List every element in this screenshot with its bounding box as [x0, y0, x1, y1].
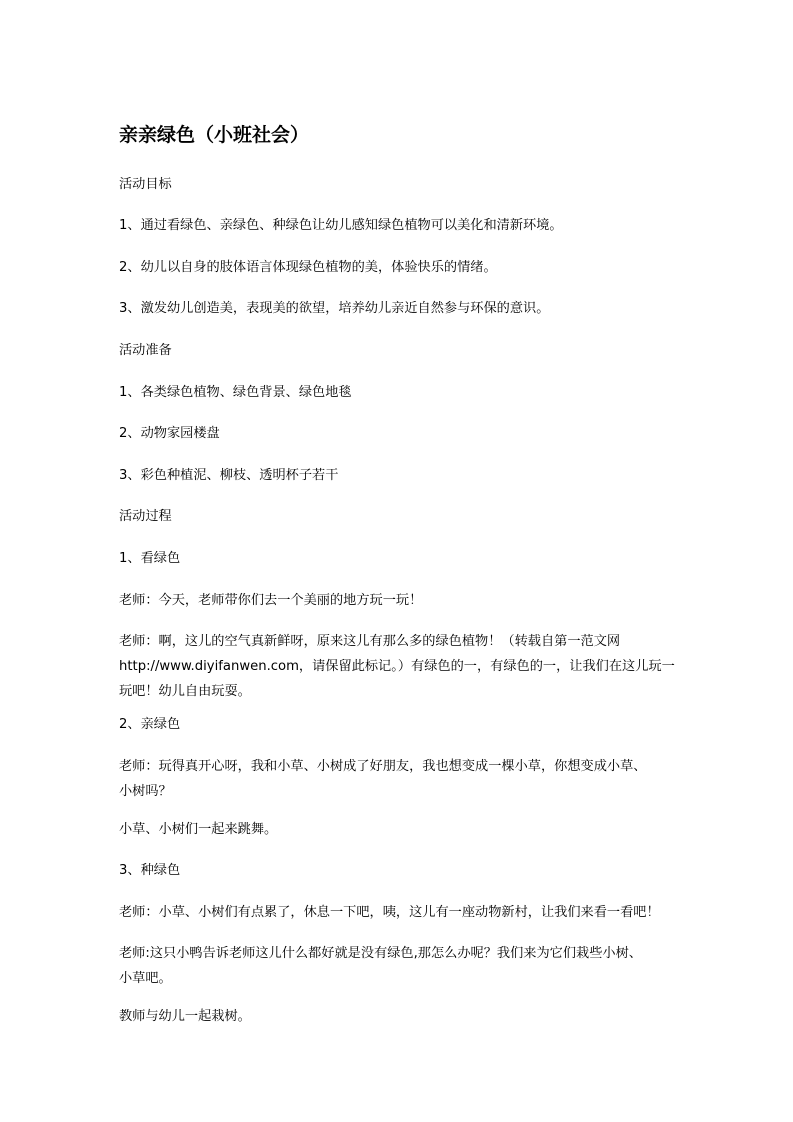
step3-heading: 3、种绿色: [119, 863, 181, 878]
step3-paragraph-1: 老师：小草、小树们有点累了，休息一下吧，咦，这儿有一座动物新村，让我们来看一看吧！: [119, 905, 660, 920]
document-title: 亲亲绿色（小班社会）: [119, 124, 310, 146]
step3-paragraph-2-line-2: 小草吧。: [119, 971, 172, 986]
prep-item-3: 3、彩色种植泥、柳枝、透明杯子若干: [119, 468, 339, 483]
prep-item-2: 2、动物家园楼盘: [119, 426, 220, 441]
step2-paragraph-1: [119, 754, 679, 804]
step1-paragraph-2-line-2: http://www.diyifanwen.com，请保留此标记。）有绿色的一，有绿色的一，让我们在这儿玩一: [119, 659, 675, 674]
step3-paragraph-2-line-1: 老师:这只小鸭告诉老师这儿什么都好就是没有绿色,那怎么办呢？我们来为它们栽些小树、: [119, 946, 642, 961]
step2-paragraph-1-line-2: 小树吗？: [119, 784, 172, 799]
prep-item-1: 1、各类绿色植物、绿色背景、绿色地毯: [119, 385, 352, 400]
process-heading: 活动过程: [119, 509, 172, 524]
step1-heading: 1、看绿色: [119, 551, 181, 566]
goal-item-3: 3、激发幼儿创造美，表现美的欲望，培养幼儿亲近自然参与环保的意识。: [119, 301, 550, 316]
step3-paragraph-3: 教师与幼儿一起栽树。: [119, 1009, 251, 1024]
prep-heading: 活动准备: [119, 343, 172, 358]
step2-paragraph-1-line-1: 老师：玩得真开心呀，我和小草、小树成了好朋友，我也想变成一棵小草，你想变成小草、: [119, 759, 647, 774]
step1-paragraph-2-line-3: 玩吧！幼儿自由玩耍。: [119, 684, 251, 699]
step2-heading: 2、亲绿色: [119, 717, 181, 732]
goal-item-1: 1、通过看绿色、亲绿色、种绿色让幼儿感知绿色植物可以美化和清新环境。: [119, 218, 563, 233]
step1-paragraph-1: 老师：今天，老师带你们去一个美丽的地方玩一玩！: [119, 593, 423, 608]
step1-paragraph-2-line-1: 老师：啊，这儿的空气真新鲜呀，原来这儿有那么多的绿色植物！（转载自第一范文网: [119, 634, 621, 649]
goals-heading: 活动目标: [119, 177, 172, 192]
step2-paragraph-2: 小草、小树们一起来跳舞。: [119, 822, 278, 837]
step3-paragraph-2: [119, 941, 679, 991]
step1-paragraph-2: [119, 629, 679, 704]
goal-item-2: 2、幼儿以自身的肢体语言体现绿色植物的美，体验快乐的情绪。: [119, 260, 497, 275]
